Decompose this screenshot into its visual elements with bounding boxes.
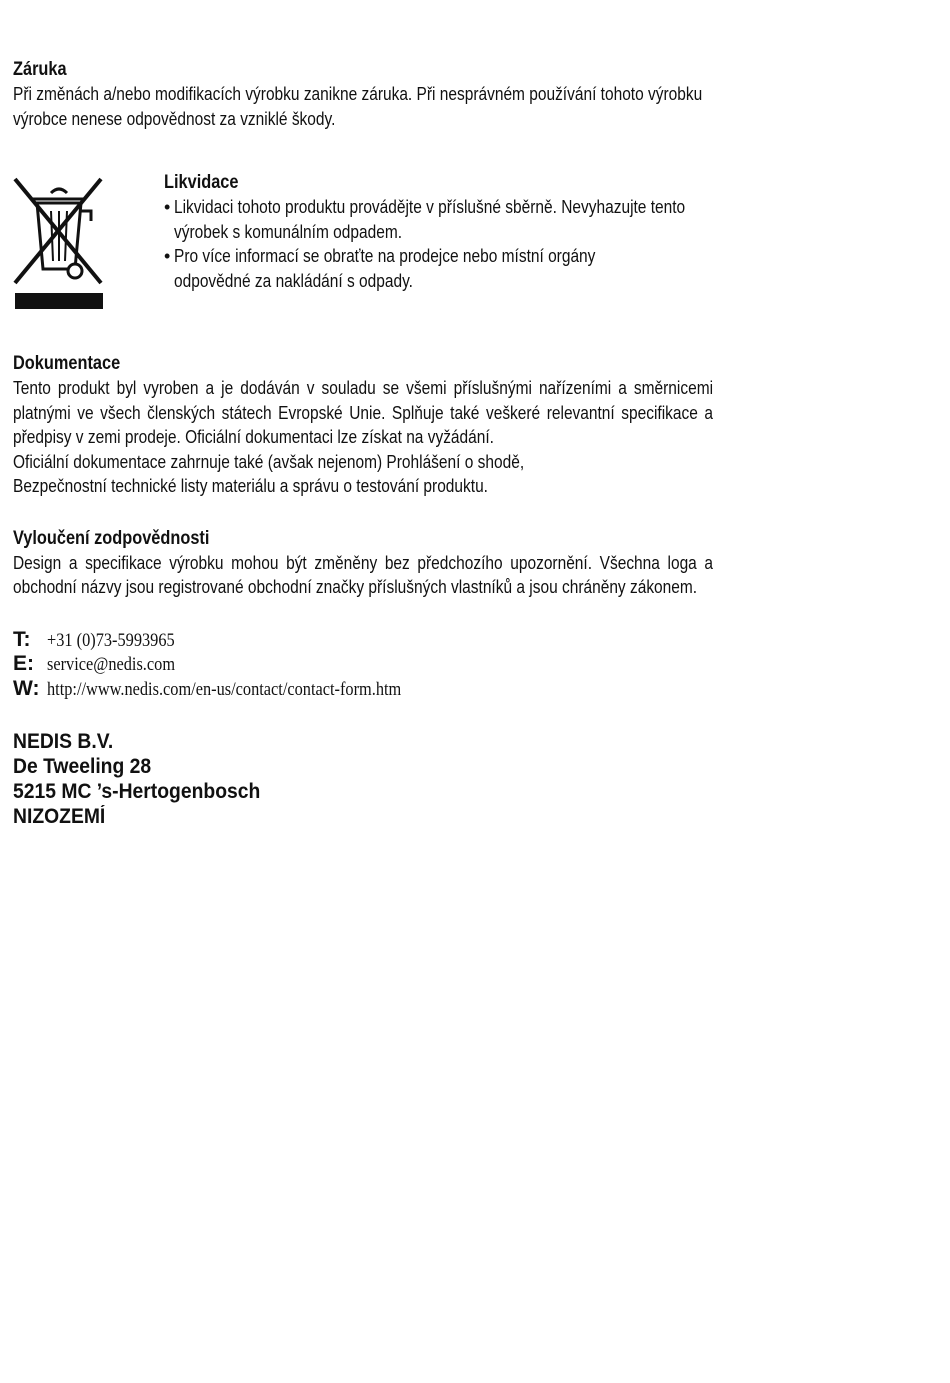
phone-number: +31 (0)73-5993965 — [47, 629, 175, 651]
warranty-text-wrap — [13, 82, 713, 131]
disposal-bullet — [164, 195, 724, 244]
crossed-out-wheelie-bin-icon — [13, 171, 105, 309]
document-page — [13, 58, 713, 829]
disposal-bullet-text: Likvidaci tohoto produktu provádějte v příslušné sběrně. Nevyhazujte tento výrobek s komunálním odpadem. — [174, 197, 686, 242]
disposal-bullet — [164, 244, 724, 293]
documentation-text-2: Oficiální dokumentace zahrnuje také (avšak nejenom) Prohlášení o shodě, — [13, 451, 525, 472]
disposal-section — [13, 171, 713, 346]
disclaimer-section — [13, 527, 713, 600]
disclaimer-text: Design a specifikace výrobku mohou být změněny bez předchozího upozornění. Všechna loga a obchodní názvy jsou registrované obchodní značky příslušných vlastníků a jsou chráněny zákonem. — [13, 552, 714, 597]
disposal-text-block — [164, 171, 724, 293]
warranty-heading: Záruka — [13, 59, 67, 80]
web-link[interactable]: http://www.nedis.com/en-us/contact/contact-form.htm — [47, 678, 402, 700]
documentation-text-3: Bezpečnostní technické listy materiálu a správu o testování produktu. — [13, 476, 488, 496]
bullet-dot: • — [164, 197, 171, 217]
disposal-heading: Likvidace — [164, 172, 239, 193]
contact-phone-row — [13, 628, 713, 653]
disclaimer-text-wrap — [13, 551, 713, 600]
company-name: NEDIS B.V. — [13, 730, 114, 753]
disposal-bullet-text-wrap — [174, 244, 724, 293]
documentation-section — [13, 352, 713, 499]
address-street: De Tweeling 28 — [13, 755, 152, 778]
warranty-section — [13, 58, 713, 131]
company-address — [13, 729, 713, 829]
contact-block — [13, 628, 713, 702]
bullet-dot: • — [164, 246, 171, 266]
disposal-bullet-text-wrap — [174, 195, 814, 244]
email-label: E: — [13, 652, 34, 675]
email-link[interactable]: service@nedis.com — [47, 654, 176, 675]
phone-label: T: — [13, 627, 31, 651]
contact-web-row — [13, 677, 713, 702]
address-country: NIZOZEMÍ — [13, 805, 106, 828]
disposal-bullet-text: Pro více informací se obraťte na prodejce nebo místní orgány odpovědné za nakládání s odpady. — [174, 246, 596, 291]
web-label: W: — [13, 676, 40, 700]
documentation-heading: Dokumentace — [13, 353, 121, 374]
documentation-text-wrap — [13, 376, 713, 499]
documentation-text: Tento produkt byl vyroben a je dodáván v souladu se všemi příslušnými nařízeními a směrnicemi platnými ve všech členských státech Evropské Unie. Splňuje také veškeré relevantní specifikace a předpisy v zemi prodeje. Oficiální dokumentaci lze získat na vyžádání. — [13, 378, 714, 447]
warranty-text: Při změnách a/nebo modifikacích výrobku zanikne záruka. Při nesprávném používání tohoto výrobku výrobce nenese odpovědnost za vzniklé škody. — [13, 84, 703, 129]
contact-email-row — [13, 652, 713, 677]
address-city: 5215 MC ’s-Hertogenbosch — [13, 780, 261, 803]
disclaimer-heading: Vyloučení zodpovědnosti — [13, 527, 210, 549]
